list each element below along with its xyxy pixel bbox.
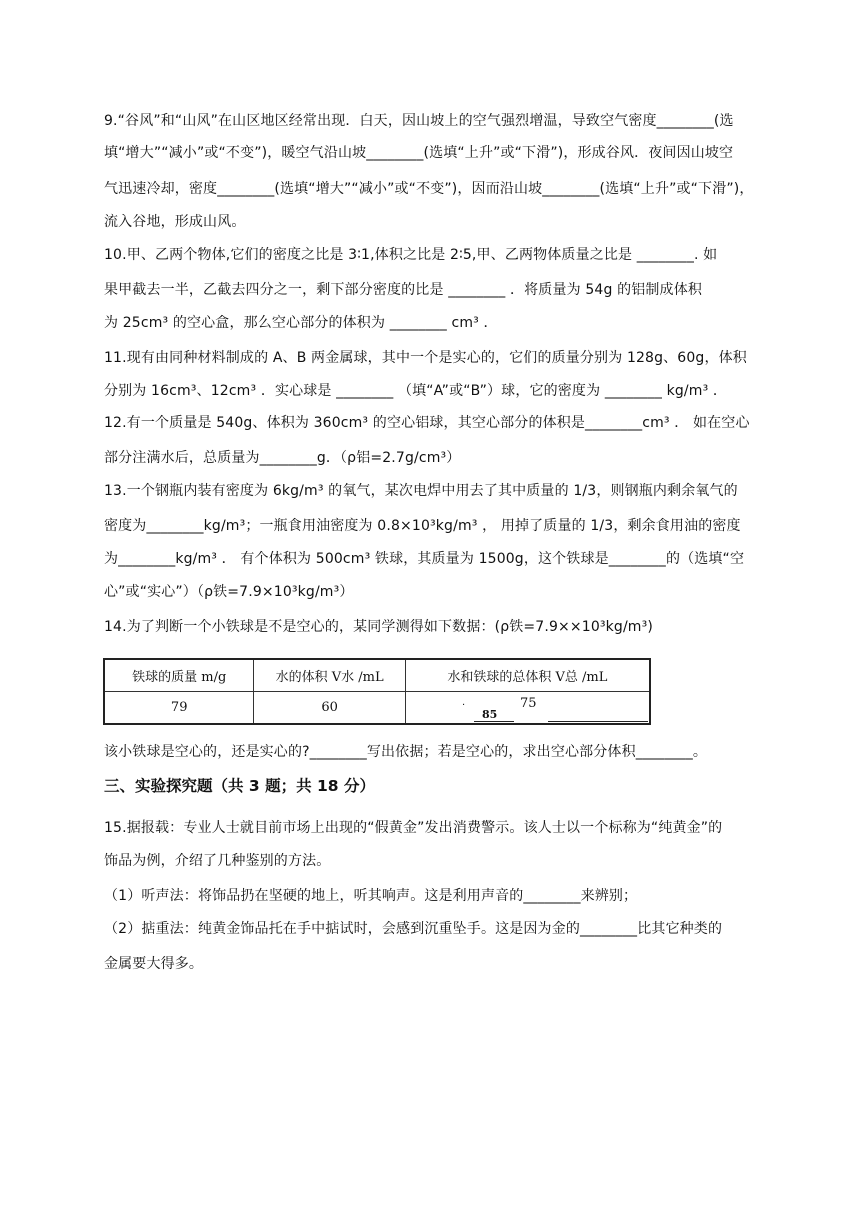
q14-data-table	[103, 658, 651, 725]
q12-line1: 12.有一个质量是 540g、体积为 360cm³ 的空心铝球，其空心部分的体积是________cm³ ． 如在空心	[104, 415, 750, 431]
q10-line1: 10.甲、乙两个物体,它们的密度之比是 3∶1,体积之比是 2∶5,甲、乙两物体质量之比是 ________. 如	[104, 247, 718, 263]
table-row	[104, 692, 650, 725]
underline-mark	[548, 721, 648, 722]
table-cell-total-volume: 75	[520, 696, 537, 711]
q12-line2: 部分注满水后，总质量为________g．（ρ铝=2.7g/cm³）	[104, 450, 461, 466]
underline-mark	[474, 721, 514, 722]
table-header-row	[104, 659, 650, 692]
q10-line3: 为 25cm³ 的空心盒，那么空心部分的体积为 ________ cm³ ．	[104, 315, 498, 331]
table-header-cell: 水和铁球的总体积 V总 /mL	[405, 659, 650, 692]
q15-line1: 15.据报载：专业人士就目前市场上出现的“假黄金”发出消费警示。该人士以一个标称为“纯黄金”的	[104, 820, 723, 836]
q15-line4: （2）掂重法：纯黄金饰品托在手中掂试时，会感到沉重坠手。这是因为金的________比其它种类的	[104, 921, 723, 937]
q14-line2: 该小铁球是空心的，还是实心的?________写出依据；若是空心的，求出空心部分体积________。	[104, 744, 708, 760]
stray-dot: ·	[462, 700, 466, 711]
q13-line2: 密度为________kg/m³；一瓶食用油密度为 0.8×10³kg/m³ ， 用掉了质量的 1/3，剩余食用油的密度	[104, 518, 741, 534]
q15-line3: （1）听声法：将饰品扔在坚硬的地上，听其响声。这是利用声音的________来辨别；	[104, 888, 638, 904]
q11-line2: 分别为 16cm³、12cm³ ．实心球是 ________ （填“A”或“B”）球，它的密度为 ________ kg/m³ ．	[104, 383, 728, 399]
q9-line1: 9.“谷风”和“山风”在山区地区经常出现．白天，因山坡上的空气强烈增温，导致空气密度________(选	[104, 113, 734, 129]
section-title: 三、实验探究题（共 3 题；共 18 分）	[104, 777, 375, 795]
table-header-cell: 水的体积 V水 /mL	[254, 659, 405, 692]
q9-line2: 填“增大”“减小”或“不变”)，暖空气沿山坡________(选填“上升”或“下滑”)，形成谷风．夜间因山坡空	[104, 145, 734, 161]
q13-line4: 心”或“实心”）（ρ铁=7.9×10³kg/m³）	[104, 584, 354, 600]
table-cell: 79	[104, 692, 254, 725]
q10-line2: 果甲截去一半，乙截去四分之一，剩下部分密度的比是 ________ ．将质量为 54g 的铝制成体积	[104, 282, 702, 298]
q9-line4: 流入谷地，形成山风。	[104, 214, 246, 230]
q11-line1: 11.现有由同种材料制成的 A、B 两金属球，其中一个是实心的，它们的质量分别为 128g、60g，体积	[104, 350, 747, 366]
q13-line1: 13.一个钢瓶内装有密度为 6kg/m³ 的氧气，某次电焊中用去了其中质量的 1/3，则钢瓶内剩余氧气的	[104, 483, 738, 499]
table-header-cell: 铁球的质量 m/g	[104, 659, 254, 692]
q13-line3: 为________kg/m³ ． 有个体积为 500cm³ 铁球，其质量为 1500g，这个铁球是________的（选填“空	[104, 551, 745, 567]
q15-line5: 金属要大得多。	[104, 956, 204, 972]
q14-line1: 14.为了判断一个小铁球是不是空心的，某同学测得如下数据：(ρ铁=7.9××10³kg/m³)	[104, 619, 653, 635]
q9-line3: 气迅速冷却，密度________(选填“增大”“减小”或“不变”)，因而沿山坡________(选填“上升”或“下滑”)，	[104, 181, 754, 197]
table-stray-value: 85	[482, 708, 498, 721]
table-cell: 60	[254, 692, 405, 725]
q15-line2: 饰品为例，介绍了几种鉴别的方法。	[104, 853, 331, 869]
